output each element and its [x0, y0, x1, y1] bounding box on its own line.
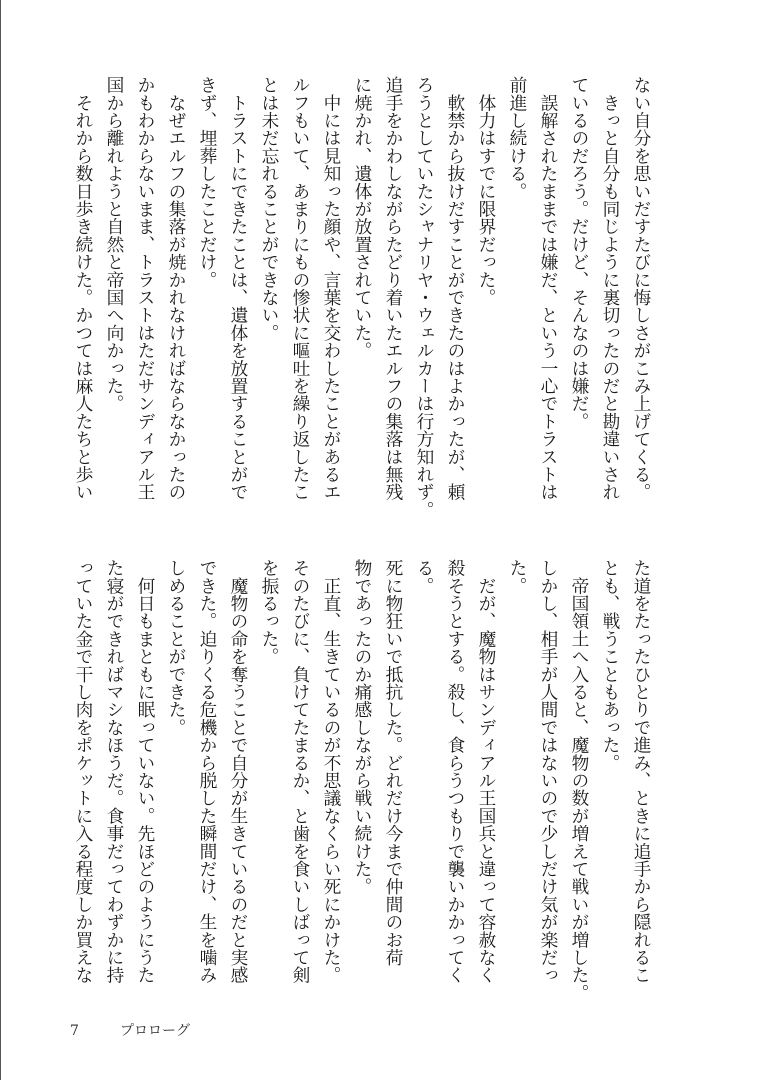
chapter-title: プロローグ	[120, 1023, 190, 1039]
text-column: できた。迫りくる危機から脱した瞬間だけ、生を噛み	[197, 559, 217, 984]
text-column: 国から離れようと自然と帝国へ向かった。	[104, 76, 124, 413]
text-block-bottom	[66, 559, 656, 1002]
text-block-top	[66, 76, 656, 519]
text-column: 死に物狂いで抵抗した。どれだけ今まで仲間のお荷	[383, 559, 403, 967]
text-column: ろうとしていたシャナリヤ・ウェルカーは行方知れず。	[414, 76, 434, 519]
text-column: た。	[507, 559, 527, 595]
text-column: 物であったのか痛感しながら戦い続けた。	[352, 559, 372, 896]
text-column: ない自分を思いだすたびに悔しさがこみ上げてくる。	[631, 76, 651, 501]
text-column: る。	[414, 559, 434, 595]
text-column: に焼かれ、遺体が放置されていた。	[352, 76, 372, 360]
text-column: かもわからないまま、トラストはただサンディアル王	[135, 76, 155, 501]
text-column: しめることができた。	[166, 559, 186, 736]
text-column: ているのだろう。だけど、そんなのは嫌だ。	[569, 76, 589, 430]
text-column: 前進し続ける。	[507, 76, 527, 200]
text-column: なぜエルフの集落が焼かれなければならなかったの	[166, 76, 186, 501]
text-column: それから数日歩き続けた。かつては麻人たちと歩い	[73, 76, 93, 501]
text-column: 魔物の命を奪うことで自分が生きているのだと実感	[228, 559, 248, 984]
text-column: 殺そうとする。殺し、食らうつもりで襲いかかってく	[445, 559, 465, 984]
page-number: 7	[70, 1023, 79, 1039]
text-column: とも、戦うこともあった。	[600, 559, 620, 772]
text-column: た道をたったひとりで進み、ときに追手から隠れるこ	[631, 559, 651, 984]
text-column: 追手をかわしながらたどり着いたエルフの集落は無残	[383, 76, 403, 501]
text-column: だが、魔物はサンディアル王国兵と違って容赦なく	[476, 559, 496, 984]
text-column: を振るった。	[259, 559, 279, 666]
text-column: っていた金で干し肉をポケットに入る程度しか買えな	[73, 559, 93, 984]
text-column: た寝ができればマシなほうだ。食事だってわずかに持	[104, 559, 124, 984]
text-column: 体力はすでに限界だった。	[476, 76, 496, 307]
page-footer	[70, 1020, 190, 1040]
text-column: 帝国領土へ入ると、魔物の数が増えて戦いが増した。	[569, 559, 589, 1002]
text-column: 何日もまともに眠っていない。先ほどのようにうた	[135, 559, 155, 984]
text-column: 中には見知った顔や、言葉を交わしたことがあるエ	[321, 76, 341, 501]
text-column: ルフもいて、あまりにもの惨状に嘔吐を繰り返したこ	[290, 76, 310, 501]
text-column: とは未だ忘れることができない。	[259, 76, 279, 342]
text-column: 軟禁から抜けだすことができたのはよかったが、頼	[445, 76, 465, 501]
text-column: 正直、生きているのが不思議なくらい死にかけた。	[321, 559, 341, 984]
text-column: しかし、相手が人間ではないので少しだけ気が楽だっ	[538, 559, 558, 984]
text-column: きず、埋葬したことだけ。	[197, 76, 217, 289]
text-column: そのたびに、負けてたまるか、と歯を食いしばって剣	[290, 559, 310, 984]
text-column: 誤解されたままでは嫌だ、という一心でトラストは	[538, 76, 558, 501]
text-column: きっと自分も同じように裏切ったのだと勘違いされ	[600, 76, 620, 501]
page-edge-line	[0, 0, 1, 1080]
text-column: トラストにできたことは、遺体を放置することがで	[228, 76, 248, 501]
